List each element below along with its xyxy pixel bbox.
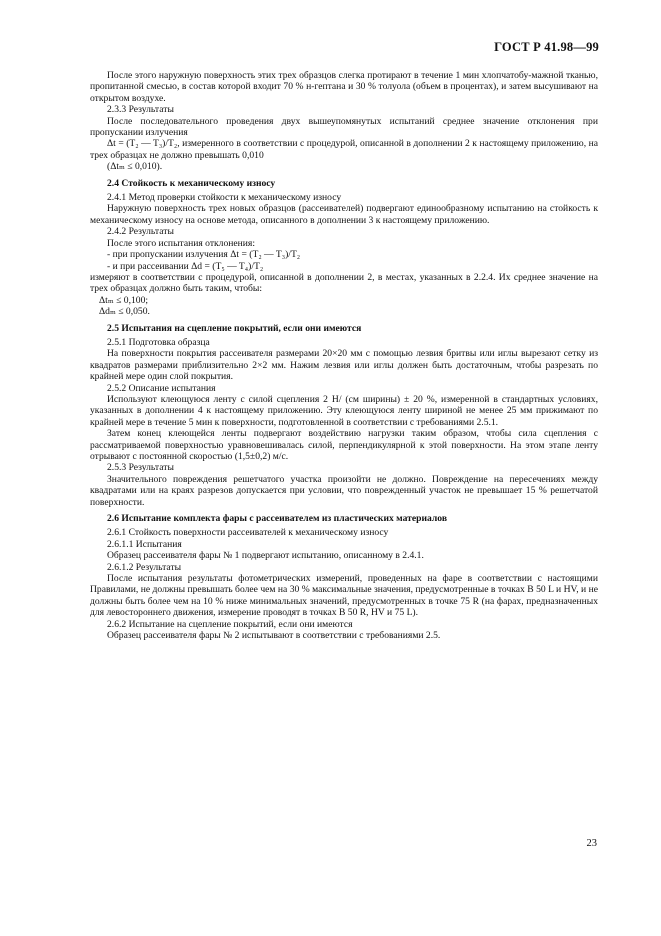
- section-heading: 2.6 Испытание комплекта фары с рассеивателем из пластических материалов: [107, 513, 448, 525]
- paragraph: 2.5.2 Описание испытания: [107, 382, 216, 394]
- document-header: ГОСТ Р 41.98—99: [494, 40, 599, 54]
- paragraph: 2.4.2 Результаты: [107, 226, 174, 238]
- paragraph: - и при рассеивании Δd = (T₅ — T₄)/T₂: [107, 260, 264, 272]
- paragraph: После этого наружную поверхность этих трех образцов слегка протирают в течение 1 мин хлопчатобу-мажной тканью, пропитанной смесью, в состав которой входит 70 % н-гептана и 30 % толуола (объем в процентах), и затем высушивают на открытом воздухе.: [90, 70, 598, 104]
- paragraph: Значительного повреждения решетчатого участка произойти не должно. Повреждение на пересечениях между квадратами или на краях разрезов допускается при условии, что поврежденный участок не превышает 15 % решетчатой поверхности.: [90, 473, 598, 508]
- section-heading: 2.4 Стойкость к механическому износу: [107, 177, 276, 189]
- paragraph: После последовательного проведения двух вышеупомянутых испытаний среднее значение отклонения при пропускании излучения: [90, 115, 598, 139]
- paragraph: измеряют в соответствии с процедурой, описанной в дополнении 2, в местах, указанных в 2.2.4. Их среднее значение на трех образцах должно быть таким, чтобы:: [90, 271, 598, 295]
- paragraph: 2.5.3 Результаты: [107, 462, 174, 474]
- paragraph: Образец рассеивателя фары № 2 испытывают в соответствии с требованиями 2.5.: [107, 630, 441, 642]
- paragraph: Δdₘ ≤ 0,050.: [99, 306, 150, 318]
- paragraph: 2.6.2 Испытание на сцепление покрытий, если они имеются: [107, 618, 353, 630]
- paragraph: После испытания результаты фотометрических измерений, проведенных на фаре в соответствии с настоящими Правилами, не должны превышать более чем на 30 % максимальные значения, предусмотренные в точках В 50 L и HV, и не должны быть более чем на 10 % ниже минимальных значений, предусмотренных в точке 75 R (на фарах, предназначенных для левостороннего движения, измерение проводят в точках В 50 R, HV и 75 L).: [90, 573, 598, 619]
- paragraph: 2.4.1 Метод проверки стойкости к механическому износу: [107, 192, 342, 204]
- paragraph: 2.5.1 Подготовка образца: [107, 336, 210, 348]
- paragraph: Затем конец клеющейся ленты подвергают воздействию нагрузки таким образом, чтобы сила сцепления с рассматриваемой поверхностью уравновешивалась силой, перпендикулярной к этой поверхности. На этом этапе ленту отрывают с постоянной скоростью (1,5±0,2) м/с.: [90, 428, 598, 462]
- paragraph: Δt = (T₂ — T₃)/T₂, измеренного в соответствии с процедурой, описанной в дополнении 2 к настоящему приложению, на трех образцах не должно превышать 0,010: [90, 138, 598, 161]
- section-heading: 2.5 Испытания на сцепление покрытий, если они имеются: [107, 322, 362, 334]
- paragraph: После этого испытания отклонения:: [107, 237, 256, 249]
- paragraph: 2.6.1.2 Результаты: [107, 561, 182, 573]
- document-body: [90, 70, 598, 642]
- page-number: 23: [586, 838, 597, 849]
- paragraph: На поверхности покрытия рассеивателя размерами 20×20 мм с помощью лезвия бритвы или иглы вырезают сетку из квадратов размерами приблизительно 2×2 мм. Нажим лезвия или иглы должен быть достаточным, чтобы разрезать по крайней мере один слой покрытия.: [90, 348, 598, 383]
- paragraph: 2.6.1 Стойкость поверхности рассеивателей к механическому износу: [107, 527, 389, 539]
- paragraph: (Δtₘ ≤ 0,010).: [107, 161, 163, 173]
- paragraph: 2.6.1.1 Испытания: [107, 538, 182, 550]
- paragraph: 2.3.3 Результаты: [107, 104, 174, 116]
- paragraph: Наружную поверхность трех новых образцов (рассеивателей) подвергают единообразному испытанию на стойкость к механическому износу на основе метода, описанного в дополнении 3 к настоящему приложению.: [90, 203, 598, 226]
- paragraph: Δtₘ ≤ 0,100;: [99, 294, 149, 306]
- paragraph: - при пропускании излучения Δt = (T₂ — T₃)/T₂: [107, 249, 301, 261]
- paragraph: Образец рассеивателя фары № 1 подвергают испытанию, описанному в 2.4.1.: [107, 550, 424, 562]
- paragraph: Используют клеющуюся ленту с силой сцепления 2 Н/ (см ширины) ± 20 %, измеренной в стандартных условиях, указанных в дополнении 4 к настоящему приложению. Эту клеющуюся ленту шириной не менее 25 мм прижимают по крайней мере в течение 5 мин к поверхности, подготовленной в соответствии с требованиями 2.5.1.: [90, 393, 598, 428]
